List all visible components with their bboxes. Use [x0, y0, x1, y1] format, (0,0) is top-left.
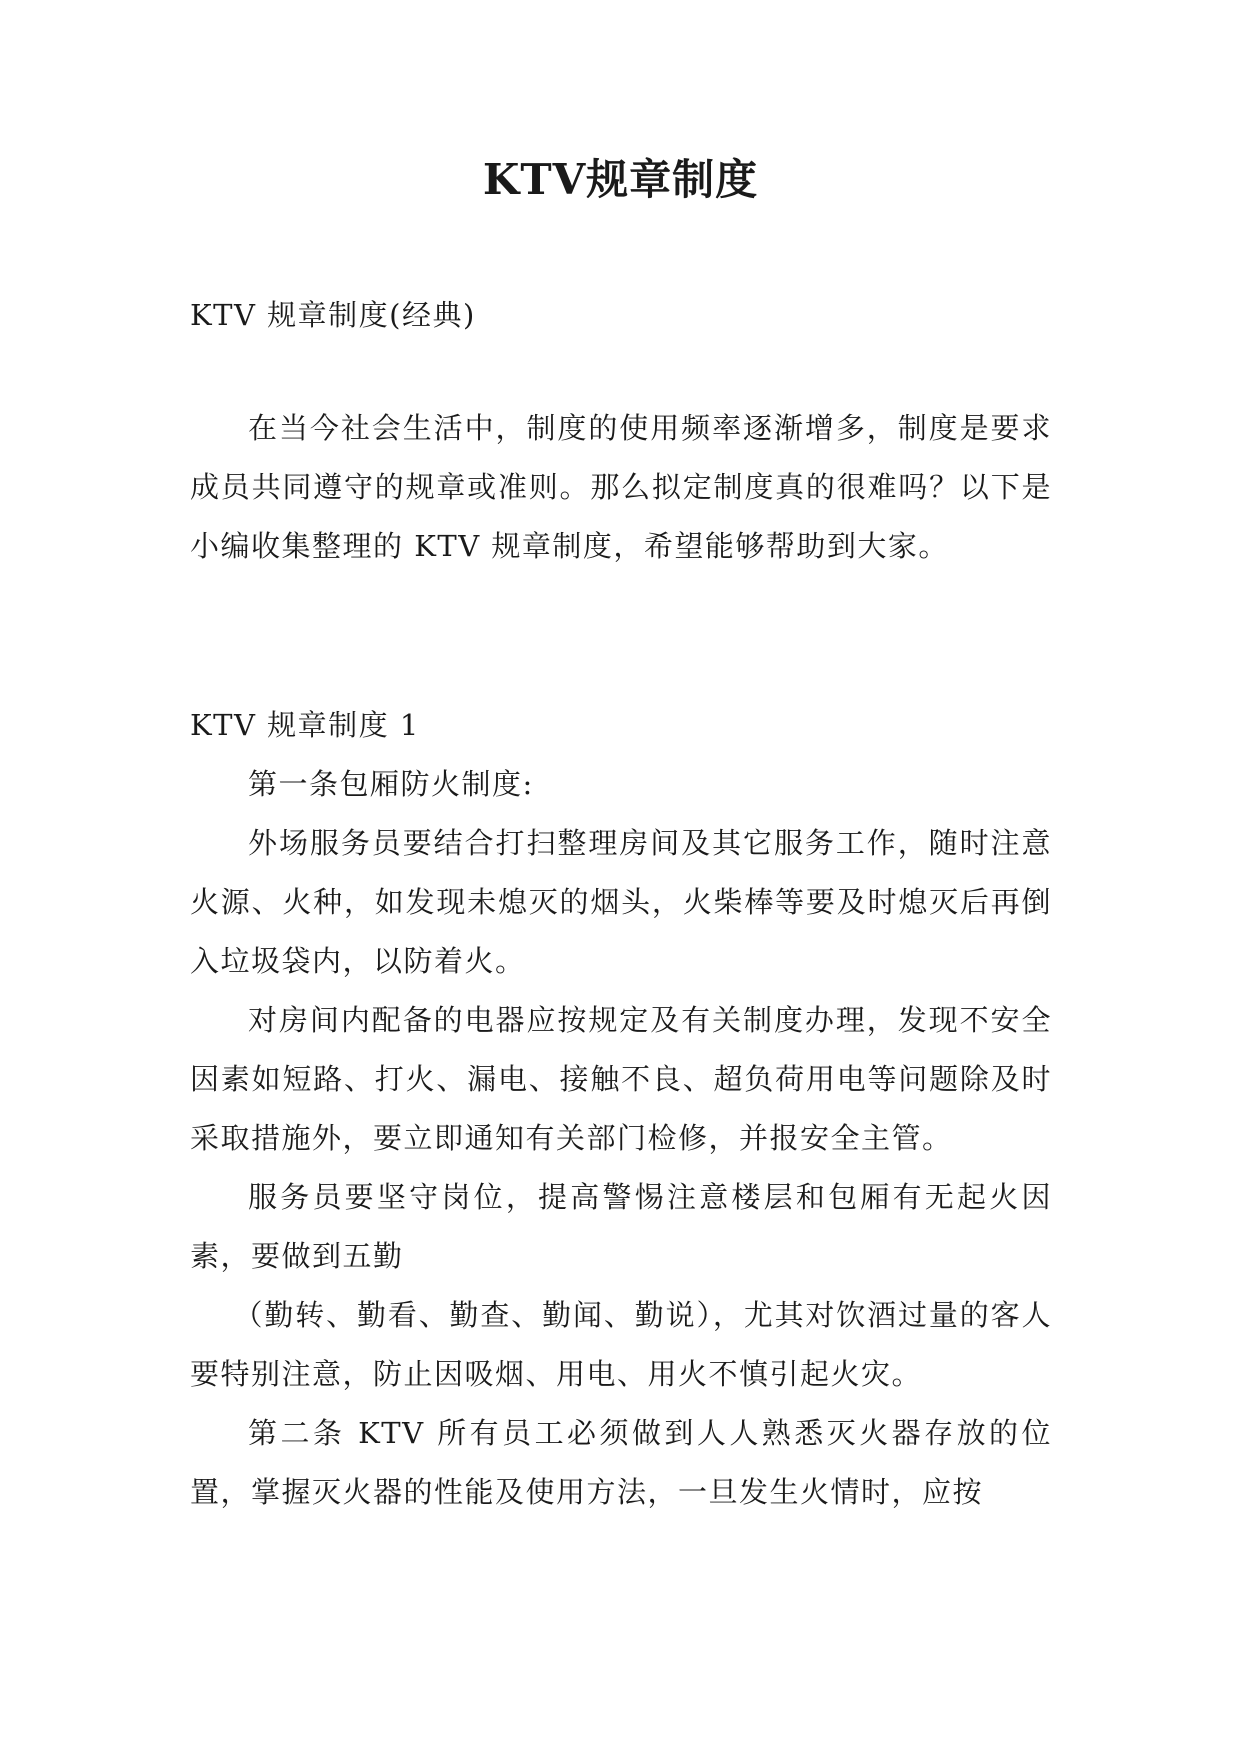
section-1 [190, 696, 1052, 1522]
paragraph-3: 服务员要坚守岗位，提高警惕注意楼层和包厢有无起火因素，要做到五勤 [190, 1180, 1052, 1273]
paragraph-1: 外场服务员要结合打扫整理房间及其它服务工作，随时注意火源、火种，如发现未熄灭的烟头，火柴棒等要及时熄灭后再倒入垃圾袋内，以防着火。 [190, 826, 1052, 978]
paragraph-5: 第二条 KTV 所有员工必须做到人人熟悉灭火器存放的位置，掌握灭火器的性能及使用方法，一旦发生火情时，应按 [190, 1416, 1052, 1509]
intro-text: 在当今社会生活中，制度的使用频率逐渐增多，制度是要求成员共同遵守的规章或准则。那么拟定制度真的很难吗？以下是小编收集整理的 KTV 规章制度，希望能够帮助到大家。 [190, 411, 1052, 563]
document-subtitle: KTV 规章制度(经典) [190, 298, 476, 332]
intro-paragraph [190, 399, 1052, 576]
paragraph-4: （勤转、勤看、勤查、勤闻、勤说），尤其对饮酒过量的客人要特别注意，防止因吸烟、用电、用火不慎引起火灾。 [190, 1298, 1052, 1391]
paragraph-2: 对房间内配备的电器应按规定及有关制度办理，发现不安全因素如短路、打火、漏电、接触不良、超负荷用电等问题除及时采取措施外，要立即通知有关部门检修，并报安全主管。 [190, 1003, 1052, 1155]
article-1-heading: 第一条包厢防火制度: [248, 767, 534, 801]
document-title: KTV规章制度 [482, 155, 759, 204]
section-heading: KTV 规章制度 1 [190, 708, 420, 742]
